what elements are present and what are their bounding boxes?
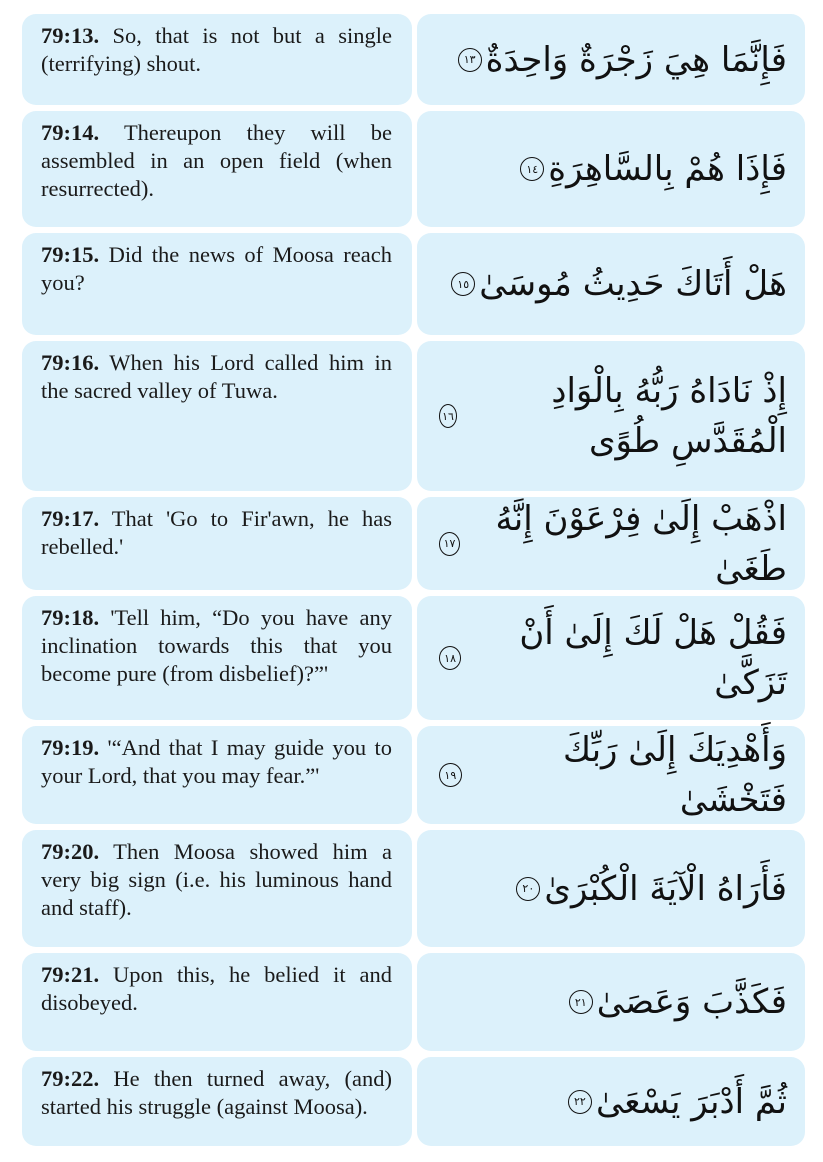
verse-number-marker: ٢٠ xyxy=(516,877,540,901)
verse-row xyxy=(22,1057,805,1146)
arabic-text: إِذْ نَادَاهُ رَبُّهُ بِالْوَادِ الْمُقَدَّسِ طُوًى xyxy=(551,371,787,461)
verse-number-marker: ١٤ xyxy=(520,157,544,181)
translation-text: Then Moosa showed him a very big sign (i.e. his luminous hand and staff). xyxy=(41,839,393,920)
translation-text: So, that is not but a single (terrifying) shout. xyxy=(41,23,392,76)
translation-text: Did the news of Moosa reach you? xyxy=(41,242,392,295)
translation-cell xyxy=(22,497,412,590)
translation-text: Thereupon they will be assembled in an open field (when resurrected). xyxy=(41,120,393,201)
arabic-cell xyxy=(417,233,805,335)
translation-cell xyxy=(22,726,412,824)
verse-number-marker: ٢١ xyxy=(569,990,593,1014)
translation-cell xyxy=(22,596,412,720)
arabic-text: ثُمَّ أَدْبَرَ يَسْعَىٰ xyxy=(595,1081,787,1122)
arabic-cell xyxy=(417,830,805,947)
verse-number-marker: ٢٢ xyxy=(568,1090,592,1114)
verse-number-marker: ١٨ xyxy=(439,646,461,670)
verse-ref: 79:13. xyxy=(41,23,100,48)
translation-cell xyxy=(22,233,412,335)
arabic-text: فَكَذَّبَ وَعَصَىٰ xyxy=(596,982,787,1022)
verse-ref: 79:19. xyxy=(41,735,100,760)
verse-ref: 79:16. xyxy=(41,350,100,375)
verse-row xyxy=(22,497,805,590)
translation-cell xyxy=(22,341,412,491)
verse-row xyxy=(22,596,805,720)
verse-number-marker: ١٦ xyxy=(439,404,457,428)
arabic-text: اذْهَبْ إِلَىٰ فِرْعَوْنَ إِنَّهُ طَغَىٰ xyxy=(495,498,787,589)
arabic-text: هَلْ أَتَاكَ حَدِيثُ مُوسَىٰ xyxy=(479,264,787,304)
verse-ref: 79:14. xyxy=(41,120,100,145)
verse-row xyxy=(22,14,805,105)
verse-ref: 79:18. xyxy=(41,605,100,630)
translation-text: Upon this, he belied it and disobeyed. xyxy=(41,962,392,1015)
translation-text: When his Lord called him in the sacred valley of Tuwa. xyxy=(41,350,393,403)
verse-row xyxy=(22,233,805,335)
verse-row xyxy=(22,953,805,1051)
arabic-text: فَقُلْ هَلْ لَكَ إِلَىٰ أَنْ تَزَكَّىٰ xyxy=(519,613,787,703)
arabic-cell xyxy=(417,1057,805,1146)
verse-ref: 79:22. xyxy=(41,1066,100,1091)
translation-cell xyxy=(22,111,412,227)
arabic-cell xyxy=(417,596,805,720)
verse-row xyxy=(22,341,805,491)
verse-row xyxy=(22,830,805,947)
arabic-text: فَأَرَاهُ الْآيَةَ الْكُبْرَىٰ xyxy=(544,868,787,909)
verse-number-marker: ١٣ xyxy=(458,48,482,72)
verse-number-marker: ١٥ xyxy=(451,272,475,296)
verse-row xyxy=(22,726,805,824)
translation-text: That 'Go to Fir'awn, he has rebelled.' xyxy=(41,506,393,559)
translation-cell xyxy=(22,953,412,1051)
verse-ref: 79:20. xyxy=(41,839,100,864)
arabic-text: فَإِنَّمَا هِيَ زَجْرَةٌ وَاحِدَةٌ xyxy=(485,39,787,80)
translation-cell xyxy=(22,830,412,947)
verse-number-marker: ١٧ xyxy=(439,532,460,556)
arabic-text: فَإِذَا هُمْ بِالسَّاهِرَةِ xyxy=(548,149,787,189)
arabic-cell xyxy=(417,726,805,824)
verse-ref: 79:17. xyxy=(41,506,100,531)
arabic-cell xyxy=(417,953,805,1051)
translation-cell xyxy=(22,14,412,105)
verse-row xyxy=(22,111,805,227)
arabic-cell xyxy=(417,111,805,227)
translation-cell xyxy=(22,1057,412,1146)
translation-text: '“And that I may guide you to your Lord, that you may fear.”' xyxy=(41,735,393,788)
verse-number-marker: ١٩ xyxy=(439,763,462,787)
verse-ref: 79:15. xyxy=(41,242,100,267)
translation-text: 'Tell him, “Do you have any inclination towards this that you become pure (from disbelief)?”' xyxy=(41,605,393,686)
arabic-cell xyxy=(417,14,805,105)
arabic-cell xyxy=(417,497,805,590)
arabic-cell xyxy=(417,341,805,491)
verse-ref: 79:21. xyxy=(41,962,100,987)
arabic-text: وَأَهْدِيَكَ إِلَىٰ رَبِّكَ فَتَخْشَىٰ xyxy=(562,730,787,820)
translation-text: He then turned away, (and) started his struggle (against Moosa). xyxy=(41,1066,393,1119)
